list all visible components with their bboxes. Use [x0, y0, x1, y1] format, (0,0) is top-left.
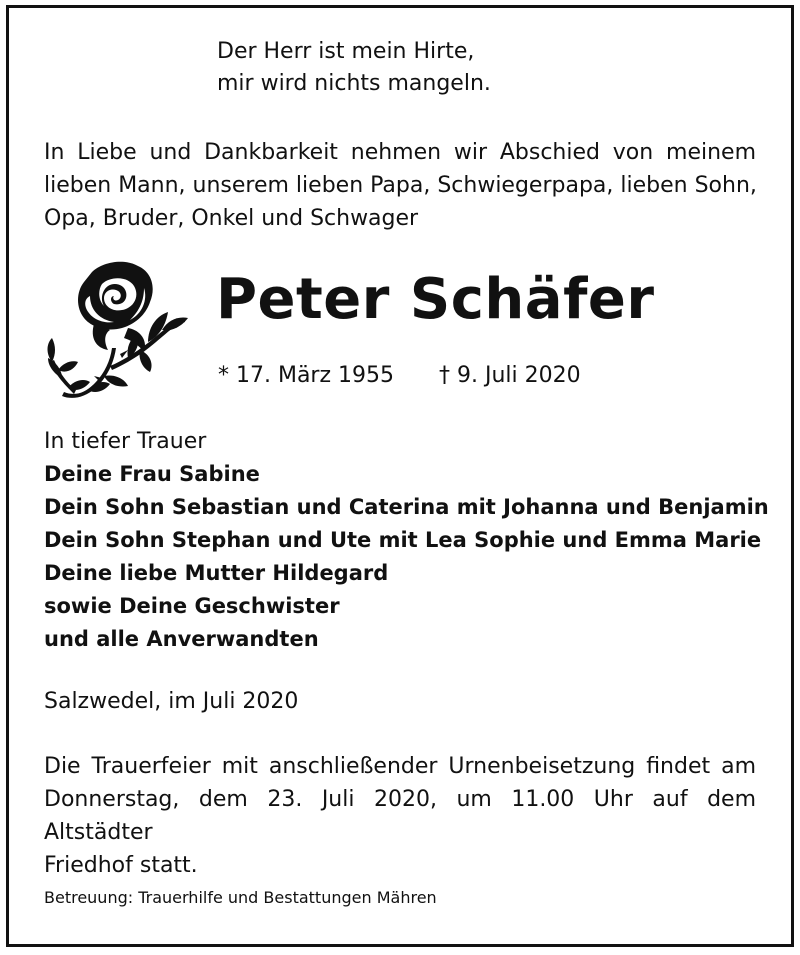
mourner-line: Dein Sohn Sebastian und Caterina mit Johanna und Benjamin — [44, 495, 769, 519]
birth-date: * 17. März 1955 — [218, 363, 395, 388]
mourner-line: Deine liebe Mutter Hildegard — [44, 561, 389, 585]
funeral-line-1: Die Trauerfeier mit anschließender Urnenbeisetzung findet am — [44, 754, 756, 779]
mourner-line: sowie Deine Geschwister — [44, 594, 340, 618]
mourners-list — [44, 425, 769, 656]
psalm-line-1: Der Herr ist mein Hirte, — [217, 39, 475, 64]
undertaker-credit: Betreuung: Trauerhilfe und Bestattungen Mähren — [44, 888, 437, 907]
life-dates — [218, 360, 581, 392]
intro-line-3: Opa, Bruder, Onkel und Schwager — [44, 206, 419, 231]
mourner-line: und alle Anverwandten — [44, 627, 319, 651]
mourners-heading: In tiefer Trauer — [44, 429, 207, 454]
mourner-line: Deine Frau Sabine — [44, 462, 260, 486]
intro-line-1: In Liebe und Dankbarkeit nehmen wir Abschied von meinem — [44, 140, 756, 165]
death-date: † 9. Juli 2020 — [439, 363, 581, 388]
deceased-name: Peter Schäfer — [216, 267, 655, 332]
intro-line-2: lieben Mann, unserem lieben Papa, Schwiegerpapa, lieben Sohn, — [44, 173, 757, 198]
funeral-info — [44, 750, 756, 882]
rose-icon — [44, 258, 190, 404]
funeral-line-2: Donnerstag, dem 23. Juli 2020, um 11.00 Uhr auf dem Altstädter — [44, 787, 756, 845]
intro-text — [44, 136, 756, 235]
place-date: Salzwedel, im Juli 2020 — [44, 689, 299, 714]
psalm-line-2: mir wird nichts mangeln. — [217, 71, 491, 96]
psalm-quote — [217, 36, 491, 100]
mourner-line: Dein Sohn Stephan und Ute mit Lea Sophie und Emma Marie — [44, 528, 762, 552]
funeral-line-3: Friedhof statt. — [44, 853, 198, 878]
